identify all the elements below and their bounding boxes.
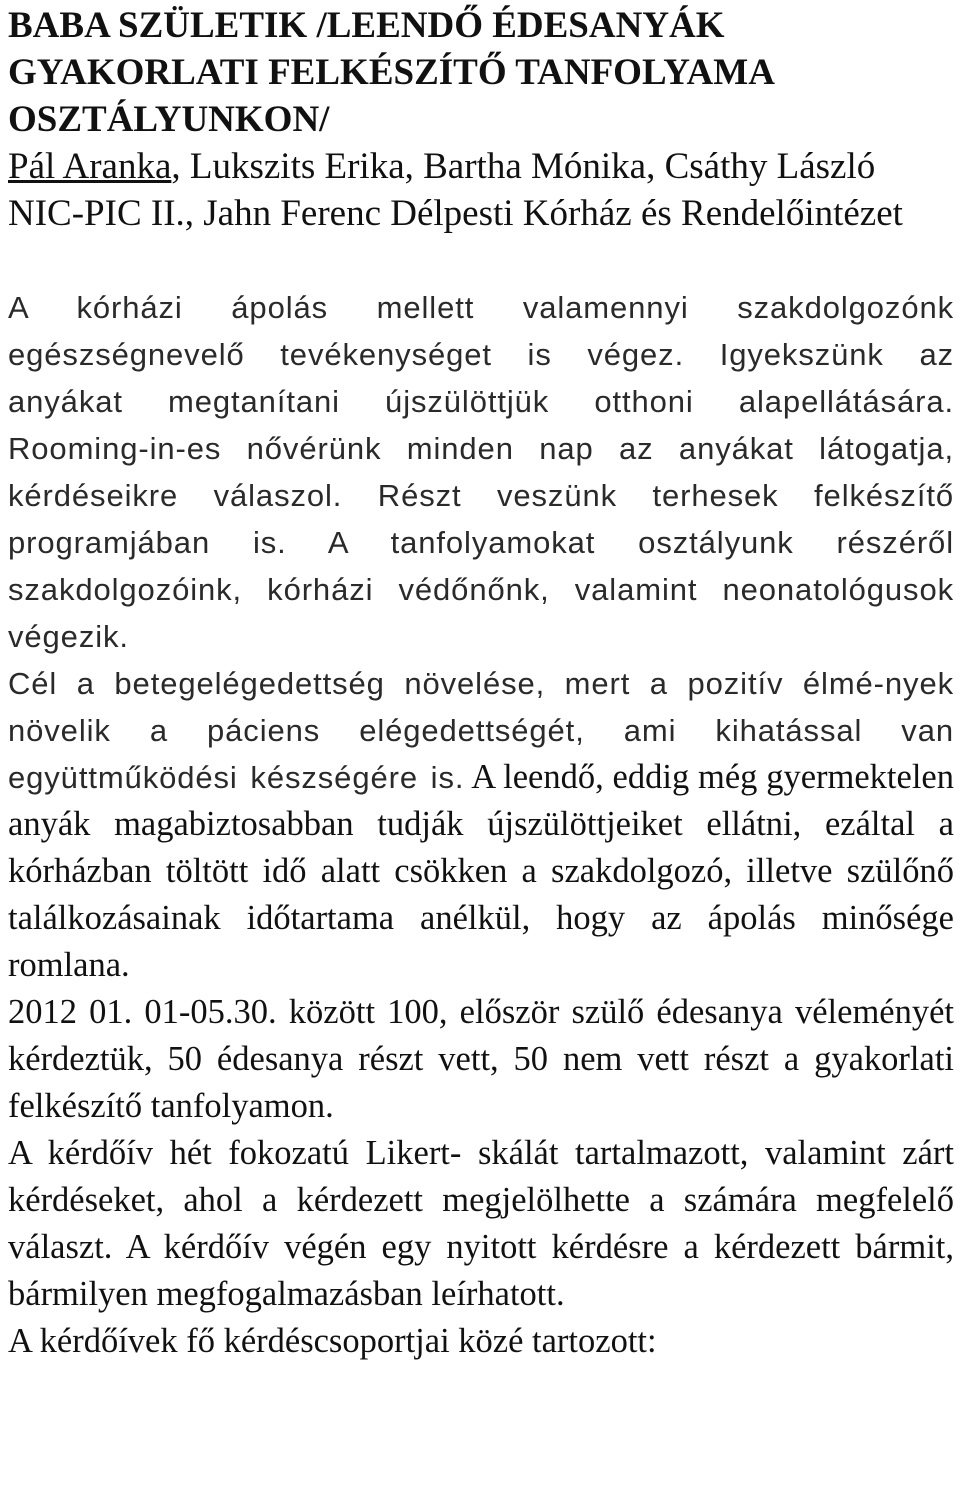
aim-text-serif: A leendő, eddig még gyermektelen anyák magabiztosabban tudják újszülöttjeiket ellátni, ezáltal a kórházban töltött idő alatt csökken a szakdolgozó, illetve szülőnő találkozásainak időtartama anélkül, hogy az ápolás minősége romlana. <box>8 758 954 984</box>
intro-paragraph: A kórházi ápolás mellett valamennyi szakdolgozónk egészségnevelő tevékenységet is végez. Igyekszünk az anyákat megtanítani újszülöttjük otthoni alapellátására. Rooming-in-es nővérünk minden nap az anyákat látogatja, kérdéseikre válaszol. Részt veszünk terhesek felkészítő programjában is. A tanfolyamokat osztályunk részéről szakdolgozóink, kórházi védőnőnk, valamint neonatológusok végezik. <box>8 290 954 654</box>
question-groups-intro: A kérdőívek fő kérdéscsoportjai közé tartozott: <box>8 1322 657 1360</box>
aim-paragraph <box>8 660 954 989</box>
survey-paragraph: 2012 01. 01-05.30. között 100, először szülő édesanya véleményét kérdeztük, 50 édesanya részt vett, 50 nem vett részt a gyakorlati felkészítő tanfolyamon. <box>8 993 954 1125</box>
document-page <box>8 0 954 1365</box>
first-author: Pál Aranka <box>8 146 172 187</box>
title-line-3: OSZTÁLYUNKON/ <box>8 99 330 140</box>
aim-text-sans: Cél a betegelégedettség növelése, mert a pozitív élmé-nyek növelik a páciens elégedettségét, ami kihatással van együttműködési készségére is. <box>8 666 954 795</box>
blank-line <box>8 237 954 284</box>
title-line-1: BABA SZÜLETIK /LEENDŐ ÉDESANYÁK <box>8 5 725 46</box>
title-line-2: GYAKORLATI FELKÉSZÍTŐ TANFOLYAMA <box>8 52 775 93</box>
institution: NIC-PIC II., Jahn Ferenc Délpesti Kórház és Rendelőintézet <box>8 193 903 234</box>
questionnaire-paragraph: A kérdőív hét fokozatú Likert- skálát tartalmazott, valamint zárt kérdéseket, ahol a kérdezett megjelölhette a számára megfelelő választ. A kérdőív végén egy nyitott kérdésre a kérdezett bármit, bármilyen megfogalmazásban leírhatott. <box>8 1134 954 1313</box>
authors <box>8 143 954 190</box>
document-title <box>8 0 954 143</box>
other-authors: , Lukszits Erika, Bartha Mónika, Csáthy László <box>171 146 876 187</box>
